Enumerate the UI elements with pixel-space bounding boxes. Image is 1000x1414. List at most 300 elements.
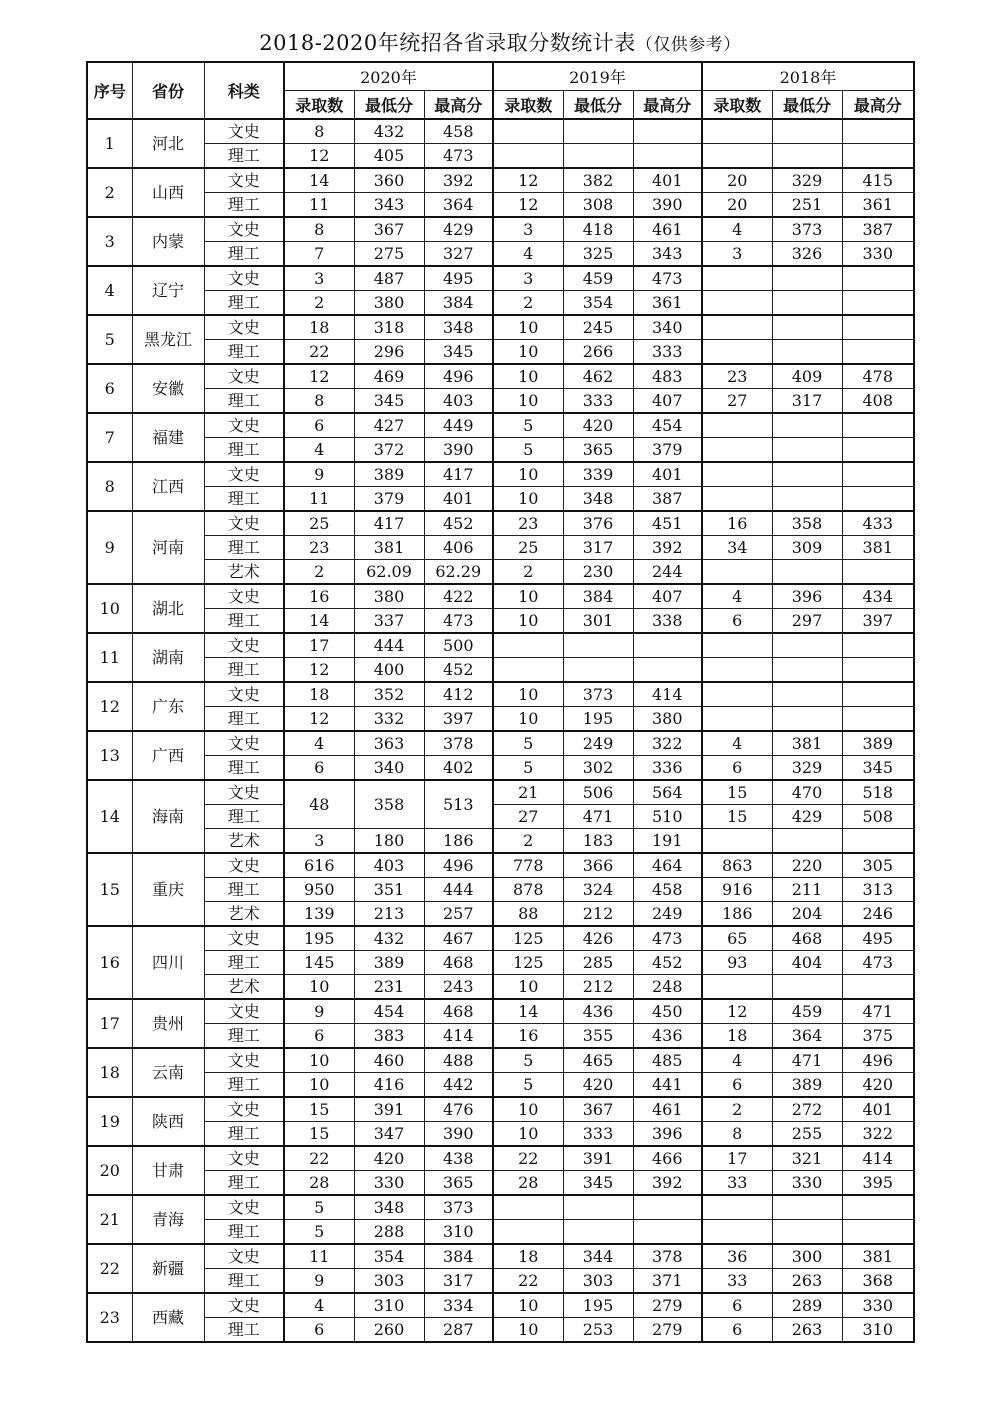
score-cell: 8 [284,119,354,144]
category-cell: 理工 [204,438,284,463]
score-cell: 471 [563,805,633,829]
score-cell: 22 [493,1269,563,1294]
score-cell: 6 [702,756,772,781]
score-cell: 300 [772,1244,842,1269]
header-metric: 最高分 [633,91,702,120]
score-cell: 414 [633,682,702,707]
score-cell: 401 [842,1097,914,1122]
score-cell: 345 [354,389,424,414]
score-cell: 10 [493,609,563,634]
category-cell: 艺术 [204,829,284,854]
score-cell: 243 [424,975,493,1000]
table-row [87,168,914,193]
score-cell: 429 [772,805,842,829]
score-cell [842,291,914,316]
table-row [87,756,914,781]
score-cell: 330 [842,1293,914,1318]
score-cell: 313 [842,878,914,902]
header-metric: 录取数 [702,91,772,120]
score-cell: 12 [284,364,354,389]
score-cell: 5 [493,438,563,463]
table-row [87,1171,914,1196]
score-cell: 263 [772,1269,842,1294]
score-cell: 422 [424,584,493,609]
score-cell: 8 [284,217,354,242]
score-cell: 2 [702,1097,772,1122]
province-cell: 江西 [132,462,204,511]
score-cell [772,340,842,365]
score-cell: 340 [633,315,702,340]
category-cell: 文史 [204,1146,284,1171]
category-cell: 理工 [204,242,284,267]
title-text: 2018-2020年统招各省录取分数统计表 [259,31,636,55]
score-cell [702,119,772,144]
seq-cell: 7 [87,413,132,462]
score-cell: 506 [563,780,633,805]
score-cell: 10 [284,1048,354,1073]
score-cell: 6 [702,1318,772,1343]
score-cell: 10 [493,707,563,732]
score-cell: 18 [702,1024,772,1049]
score-cell: 317 [772,389,842,414]
score-cell: 17 [702,1146,772,1171]
score-cell: 400 [354,658,424,683]
score-cell: 16 [493,1024,563,1049]
category-cell: 文史 [204,1244,284,1269]
category-cell: 理工 [204,291,284,316]
score-cell: 5 [493,413,563,438]
table-row [87,1024,914,1049]
score-cell: 10 [493,682,563,707]
score-cell: 191 [633,829,702,854]
score-cell: 25 [284,511,354,536]
score-cell: 275 [354,242,424,267]
score-cell: 260 [354,1318,424,1343]
score-cell: 18 [493,1244,563,1269]
score-cell: 88 [493,902,563,927]
seq-cell: 2 [87,168,132,217]
score-cell [842,1195,914,1220]
score-cell: 186 [702,902,772,927]
score-cell: 93 [702,951,772,975]
score-cell: 10 [493,584,563,609]
category-cell: 理工 [204,193,284,218]
score-cell: 303 [354,1269,424,1294]
score-cell: 376 [563,511,633,536]
score-cell: 378 [424,731,493,756]
score-cell: 384 [563,584,633,609]
score-cell: 333 [563,389,633,414]
score-cell: 381 [842,536,914,560]
province-cell: 河南 [132,511,204,584]
score-cell: 418 [563,217,633,242]
score-cell: 390 [424,438,493,463]
score-cell [702,633,772,658]
score-cell: 125 [493,951,563,975]
score-cell: 473 [424,609,493,634]
header-metric: 最高分 [424,91,493,120]
province-cell: 甘肃 [132,1146,204,1195]
table-row [87,560,914,585]
score-cell: 249 [563,731,633,756]
score-cell: 468 [772,926,842,951]
score-cell: 6 [702,609,772,634]
score-cell: 10 [493,462,563,487]
table-row [87,266,914,291]
score-cell: 495 [842,926,914,951]
category-cell: 理工 [204,1269,284,1294]
score-cell [772,144,842,169]
seq-cell: 10 [87,584,132,633]
score-cell: 321 [772,1146,842,1171]
table-row [87,315,914,340]
score-cell: 389 [842,731,914,756]
score-cell: 212 [563,975,633,1000]
score-cell: 33 [702,1171,772,1196]
score-cell: 392 [633,1171,702,1196]
score-cell: 488 [424,1048,493,1073]
score-cell [842,707,914,732]
province-cell: 黑龙江 [132,315,204,364]
score-cell: 383 [354,1024,424,1049]
score-cell: 408 [842,389,914,414]
score-cell: 22 [493,1146,563,1171]
score-cell: 389 [354,951,424,975]
header-metric: 录取数 [493,91,563,120]
score-cell: 16 [284,584,354,609]
score-cell: 288 [354,1220,424,1245]
score-cell: 21 [493,780,563,805]
score-cell: 616 [284,853,354,878]
score-cell: 12 [284,707,354,732]
score-cell: 513 [424,780,493,829]
score-cell [772,487,842,512]
score-cell: 263 [772,1318,842,1343]
score-cell: 363 [354,731,424,756]
score-cell: 387 [633,487,702,512]
score-cell: 338 [633,609,702,634]
score-cell: 231 [354,975,424,1000]
score-cell: 401 [633,462,702,487]
score-cell: 450 [633,999,702,1024]
score-cell [702,315,772,340]
score-cell: 863 [702,853,772,878]
score-cell [842,438,914,463]
category-cell: 理工 [204,1171,284,1196]
score-cell: 487 [354,266,424,291]
score-cell: 326 [772,242,842,267]
score-cell: 6 [284,413,354,438]
seq-cell: 23 [87,1293,132,1342]
score-cell: 2 [284,560,354,585]
score-cell: 14 [284,168,354,193]
score-cell: 467 [424,926,493,951]
score-cell [842,975,914,1000]
score-cell: 4 [702,731,772,756]
score-cell: 459 [772,999,842,1024]
title-note: （仅供参考） [635,35,741,55]
score-cell: 8 [702,1122,772,1147]
seq-cell: 21 [87,1195,132,1244]
score-cell: 255 [772,1122,842,1147]
score-cell: 406 [424,536,493,560]
table-row [87,878,914,902]
table-row [87,926,914,951]
score-cell: 401 [633,168,702,193]
category-cell: 理工 [204,707,284,732]
score-cell: 387 [842,217,914,242]
seq-cell: 6 [87,364,132,413]
score-cell: 381 [772,731,842,756]
score-cell: 473 [424,144,493,169]
category-cell: 文史 [204,780,284,805]
score-cell: 368 [842,1269,914,1294]
score-cell: 392 [424,168,493,193]
score-cell: 2 [493,291,563,316]
score-cell: 465 [563,1048,633,1073]
province-cell: 安徽 [132,364,204,413]
score-cell: 364 [424,193,493,218]
score-cell: 373 [772,217,842,242]
score-cell: 361 [633,291,702,316]
header-metric: 最低分 [563,91,633,120]
score-cell: 426 [563,926,633,951]
score-cell: 3 [493,266,563,291]
score-cell: 444 [424,878,493,902]
score-cell: 333 [633,340,702,365]
score-cell: 380 [354,584,424,609]
score-cell: 145 [284,951,354,975]
score-cell [842,829,914,854]
score-cell: 348 [354,1195,424,1220]
score-cell: 34 [702,536,772,560]
score-cell: 352 [354,682,424,707]
header-metric: 录取数 [284,91,354,120]
score-cell [702,707,772,732]
score-cell [563,119,633,144]
score-cell: 3 [493,217,563,242]
seq-cell: 8 [87,462,132,511]
score-cell [772,413,842,438]
header-metric: 最高分 [842,91,914,120]
table-row [87,975,914,1000]
score-cell: 416 [354,1073,424,1098]
score-cell [702,658,772,683]
province-cell: 广东 [132,682,204,731]
score-cell: 330 [772,1171,842,1196]
score-cell: 432 [354,119,424,144]
seq-cell: 16 [87,926,132,999]
score-cell [563,658,633,683]
score-cell: 397 [842,609,914,634]
category-cell: 理工 [204,536,284,560]
header-year-2019: 2019年 [493,62,702,91]
score-cell: 468 [424,999,493,1024]
score-cell [772,682,842,707]
category-cell: 文史 [204,462,284,487]
score-cell: 373 [563,682,633,707]
score-cell: 18 [284,315,354,340]
score-cell: 510 [633,805,702,829]
score-cell: 12 [284,658,354,683]
score-cell [702,462,772,487]
category-cell: 理工 [204,487,284,512]
score-cell [842,1220,914,1245]
province-cell: 山西 [132,168,204,217]
score-cell: 473 [633,266,702,291]
score-cell: 452 [633,951,702,975]
category-cell: 文史 [204,217,284,242]
score-cell: 322 [633,731,702,756]
score-cell: 287 [424,1318,493,1343]
score-cell: 351 [354,878,424,902]
table-row [87,119,914,144]
score-cell: 420 [354,1146,424,1171]
score-cell: 8 [284,389,354,414]
score-cell [842,487,914,512]
score-cell [702,975,772,1000]
table-row [87,1318,914,1343]
category-cell: 艺术 [204,902,284,927]
seq-cell: 9 [87,511,132,584]
score-cell: 5 [493,1073,563,1098]
score-cell: 6 [702,1073,772,1098]
score-cell [842,560,914,585]
score-cell: 318 [354,315,424,340]
table-row [87,1146,914,1171]
province-cell: 福建 [132,413,204,462]
score-cell [702,340,772,365]
table-row [87,902,914,927]
score-cell [842,315,914,340]
score-cell: 458 [633,878,702,902]
score-cell [702,413,772,438]
table-row [87,999,914,1024]
category-cell: 文史 [204,1195,284,1220]
score-cell: 10 [493,1097,563,1122]
score-cell [842,633,914,658]
score-cell: 310 [354,1293,424,1318]
table-row [87,1073,914,1098]
table-row [87,1048,914,1073]
score-cell: 195 [563,707,633,732]
score-cell: 246 [842,902,914,927]
score-cell: 195 [563,1293,633,1318]
score-cell: 403 [424,389,493,414]
score-cell [842,682,914,707]
score-cell: 417 [424,462,493,487]
score-cell: 420 [842,1073,914,1098]
score-cell [633,633,702,658]
score-cell: 10 [493,975,563,1000]
score-cell: 5 [493,756,563,781]
category-cell: 文史 [204,682,284,707]
score-cell: 28 [493,1171,563,1196]
score-cell: 375 [842,1024,914,1049]
score-cell: 244 [633,560,702,585]
score-cell: 358 [354,780,424,829]
score-cell: 2 [493,560,563,585]
category-cell: 理工 [204,144,284,169]
score-cell: 10 [493,1318,563,1343]
score-cell: 186 [424,829,493,854]
score-cell: 4 [284,438,354,463]
score-cell: 378 [633,1244,702,1269]
score-cell: 382 [563,168,633,193]
score-cell: 330 [354,1171,424,1196]
score-cell [772,1220,842,1245]
score-cell: 345 [563,1171,633,1196]
header-year-2018: 2018年 [702,62,914,91]
table-row [87,853,914,878]
score-cell: 372 [354,438,424,463]
table-row [87,487,914,512]
table-row [87,1097,914,1122]
score-cell: 343 [354,193,424,218]
score-cell: 302 [563,756,633,781]
score-cell: 403 [354,853,424,878]
score-cell [772,462,842,487]
score-cell: 390 [633,193,702,218]
score-cell: 12 [284,144,354,169]
score-cell [633,119,702,144]
score-cell: 204 [772,902,842,927]
score-cell: 253 [563,1318,633,1343]
category-cell: 文史 [204,413,284,438]
score-cell: 23 [702,364,772,389]
province-cell: 陕西 [132,1097,204,1146]
score-cell: 220 [772,853,842,878]
score-cell: 20 [702,168,772,193]
score-cell: 354 [563,291,633,316]
score-cell: 3 [284,266,354,291]
score-cell [842,413,914,438]
score-cell: 4 [493,242,563,267]
score-cell: 354 [354,1244,424,1269]
score-cell: 279 [633,1318,702,1343]
score-cell [633,1220,702,1245]
score-cell [563,144,633,169]
score-cell: 305 [842,853,914,878]
score-cell: 25 [493,536,563,560]
score-cell: 2 [284,291,354,316]
category-cell: 理工 [204,1220,284,1245]
table-row [87,193,914,218]
category-cell: 艺术 [204,560,284,585]
score-cell: 334 [424,1293,493,1318]
score-cell: 471 [842,999,914,1024]
category-cell: 理工 [204,756,284,781]
score-cell: 324 [563,878,633,902]
score-cell: 339 [563,462,633,487]
score-cell: 322 [842,1122,914,1147]
score-cell: 4 [702,1048,772,1073]
score-cell: 415 [842,168,914,193]
category-cell: 文史 [204,1048,284,1073]
category-cell: 理工 [204,1318,284,1343]
score-cell: 396 [633,1122,702,1147]
score-cell: 496 [424,364,493,389]
score-cell: 329 [772,168,842,193]
score-cell: 309 [772,536,842,560]
table-row [87,658,914,683]
table-row [87,1269,914,1294]
score-cell: 11 [284,193,354,218]
score-cell: 441 [633,1073,702,1098]
table-row [87,805,914,829]
table-row [87,340,914,365]
score-cell: 466 [633,1146,702,1171]
